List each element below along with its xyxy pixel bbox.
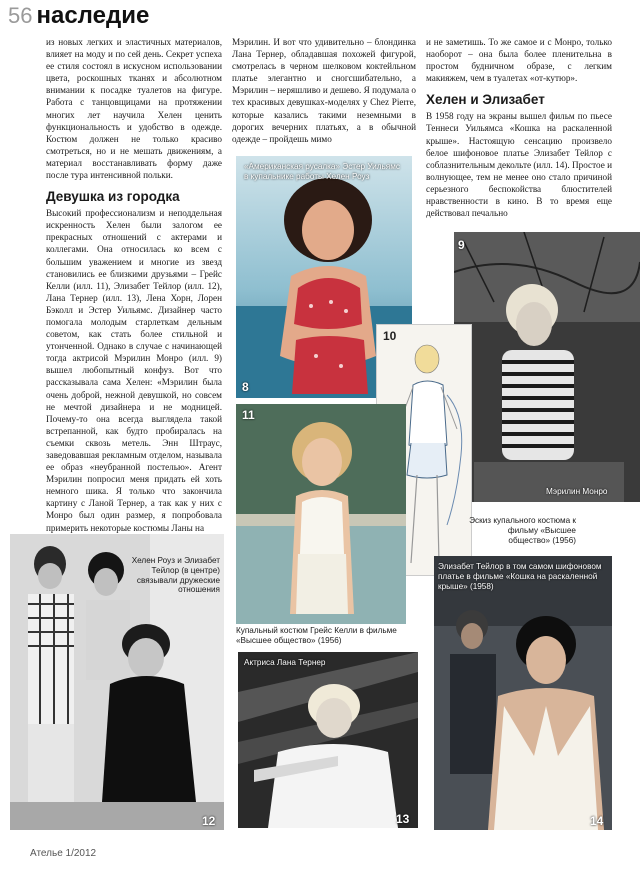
page-footer: Ателье 1/2012 bbox=[30, 848, 97, 859]
paragraph: из новых легких и эластичных материалов, влияет на моду и по сей день. Секрет успеха ее стиля состоял в искусном использовании цвета, роскошных тканях и абсолютном внимании к посадке туалетов на фигуре. Работа с танцовщицами на протяжении многих лет научила Хелен ценить функциональность и удобство в одежде. Костюм должен не только красиво смотреться, но и не мешать движениям, а материал восстанавливать форму даже после тура интенсивной польки. bbox=[46, 37, 222, 181]
caption-elizabeth-taylor: Элизабет Тейлор в том самом шифоновом платье в фильме «Кошка на раскаленной крыше» (1958) bbox=[438, 562, 602, 591]
caption-lana-turner: Актриса Лана Тернер bbox=[244, 658, 326, 667]
figure-number: 10 bbox=[383, 329, 397, 343]
heading-girl-from-town: Девушка из городка bbox=[46, 189, 180, 205]
heading-helen-and-elizabeth: Хелен и Элизабет bbox=[426, 92, 545, 108]
caption-marilyn-monroe: Мэрилин Монро bbox=[546, 487, 608, 496]
paragraph: и не заметишь. То же самое и с Монро, только наоборот – она была более пленительна в простом будничном образе, с легким макияжем, чем в туалетах «от-кутюр». bbox=[426, 37, 612, 84]
paragraph: Мэрилин. И вот что удивительно – блондинка Лана Тернер, обладавшая похожей фигурой, смотрелась в черном шелковом коктейльном платье элегантно и сногсшибательно, а Мэрилин – неряшливо и дешево. Я подумала о тех красивых девушках-моделях у Chez Pierre, которые казались такими неземными в дорогих вечерних платьях, а в обычной одежде – пройдешь мимо bbox=[232, 37, 416, 144]
photo-marilyn-monroe bbox=[454, 232, 640, 502]
section-title: наследие bbox=[36, 2, 150, 29]
text-column-3 bbox=[426, 36, 612, 219]
text-column-1 bbox=[46, 36, 222, 534]
caption-grace-kelly: Купальный костюм Грейс Келли в фильме «Высшее общество» (1956) bbox=[236, 626, 397, 645]
photo-lana-turner bbox=[238, 652, 418, 828]
figure-number: 14 bbox=[590, 814, 604, 828]
text-column-2 bbox=[232, 36, 416, 145]
figure-number: 8 bbox=[242, 380, 249, 394]
figure-number: 9 bbox=[458, 238, 465, 252]
photo-grace-kelly bbox=[236, 404, 406, 624]
caption-helen-rose-elizabeth-taylor: Хелен Роуз и Элизабет Тейлор (в центре) связывали дружеские отношения bbox=[131, 556, 220, 595]
paragraph: В 1958 году на экраны вышел фильм по пьесе Теннеси Уильямса «Кошка на раскаленной крыше». Настоящую сенсацию произвело белое шифоновое платье Элизабет Тейлор с соблазнительным декольте (илл. 14). Простое и волнующее, тем не менее оно стало причиной серьезного беспокойства блюстителей нравственности в кино. В то время еще действовал печально bbox=[426, 111, 612, 219]
caption-swimsuit-sketch: Эскиз купального костюма к фильму «Высшее общество» (1956) bbox=[469, 516, 576, 545]
page-header bbox=[8, 2, 149, 32]
photo-marilyn-image bbox=[454, 232, 640, 502]
figure-number: 12 bbox=[202, 814, 216, 828]
page-number: 56 bbox=[8, 3, 33, 28]
figure-number: 13 bbox=[396, 812, 410, 826]
lana-turner-image bbox=[238, 652, 418, 828]
caption-esther-williams: «Американская русалка» Эстер Уильямс в купальнике работы Хелен Роуз bbox=[244, 162, 400, 181]
photo-elizabeth-taylor bbox=[434, 556, 612, 830]
grace-kelly-image bbox=[236, 404, 406, 624]
paragraph: Высокий профессионализм и неподдельная искренность Хелен были залогом ее прекрасных отношений с актерами и коллегами. Она относилась ко всем с большим уважением и многие из звезд становились ее близкими друзьями – Грейс Келли (илл. 11), Элизабет Тейлор (илл. 12), Лана Тернер (илл. 13), Лена Хорн, Лорен Бэколл и Эстер Уильямс. Дизайнер часто помогала молодым старлеткам дельным советом, как стать более стильной и утонченной. Однако в случае с начинающей тогда актрисой Мэрилин Монро (илл. 9) вышел любопытный конфуз. Вот что рассказывала сама Хелен: «Мэрилин была очень доброй, нежной девушкой, но совсем не мечтой дизайнера и не модницей. Почему-то она всегда выглядела такой встрепанной, как будто пробиралась на съемки сквозь метель. Энн Штраус, заведовавшая рекламным отделом, называла ее образ «неубранной постелью». Агент Мэрилин попросил меня придать ей хоть немного шика. Я только что закончила картину с Ланой Тернер, а так как у них с Монро был один размер, я попробовала примерить некоторые костюмы Ланы на bbox=[46, 208, 222, 533]
figure-number: 11 bbox=[242, 408, 255, 422]
photo-helen-rose-elizabeth-taylor bbox=[10, 534, 224, 830]
elizabeth-taylor-image bbox=[434, 556, 612, 830]
